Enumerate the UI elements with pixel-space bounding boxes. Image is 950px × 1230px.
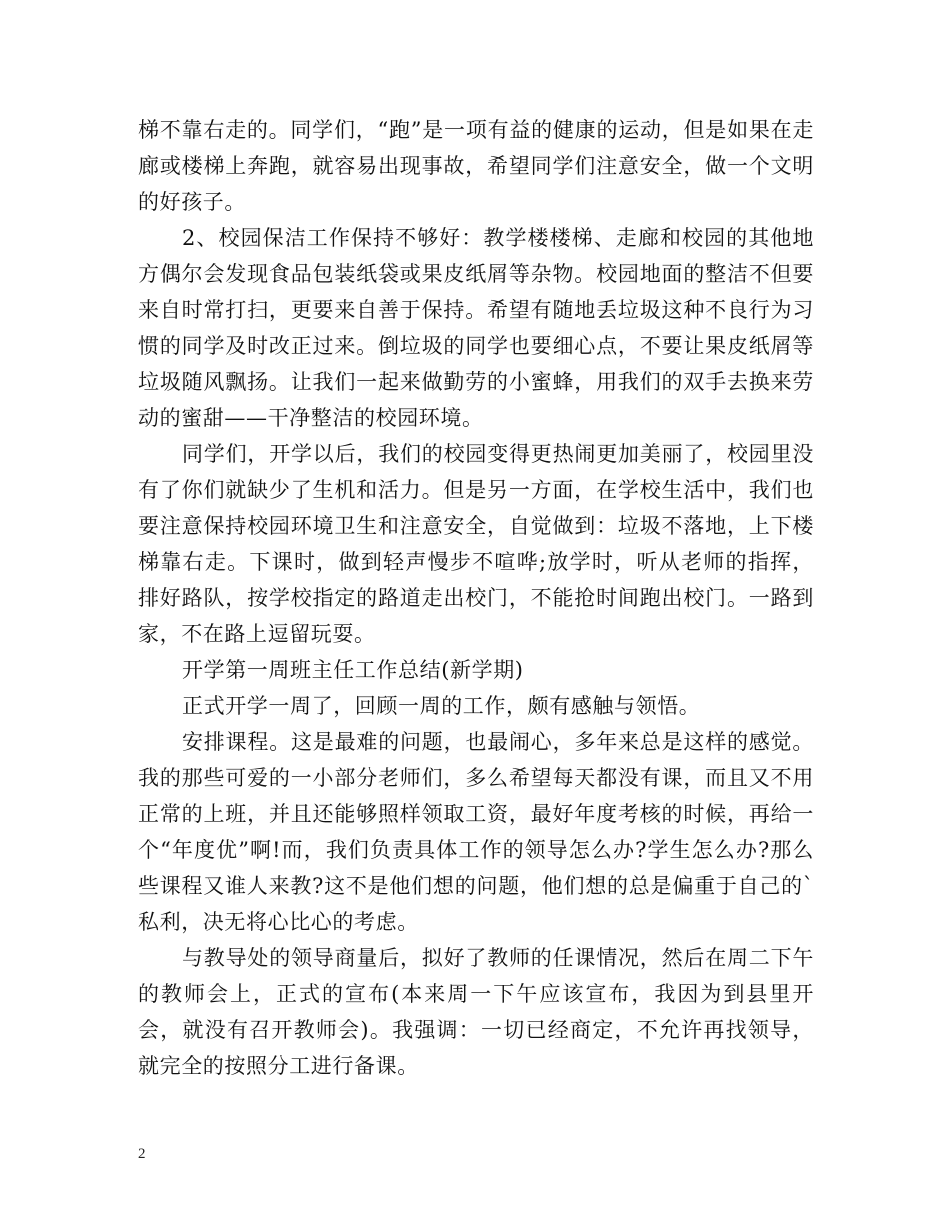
paragraph-6: 安排课程。这是最难的问题，也最闹心，多年来总是这样的感觉。我的那些可爱的一小部分老师们，多么希望每天都没有课，而且又不用正常的上班，并且还能够照样领取工资，最好年度考核的时候，再给一个“年度优”啊!而，我们负责具体工作的领导怎么办?学生怎么办?那么些课程又谁人来教?这不是他们想的问题，他们想的总是偏重于自己的`私利，决无将心比心的考虑。 [138,730,814,934]
section-heading: 开学第一周班主任工作总结(新学期) [182,658,524,682]
paragraph-3: 同学们，开学以后，我们的校园变得更热闹更加美丽了，校园里没有了你们就缺少了生机和活力。但是另一方面，在学校生活中，我们也要注意保持校园环境卫生和注意安全，自觉做到：垃圾不落地，上下楼梯靠右走。下课时，做到轻声慢步不喧哗;放学时，听从老师的指挥，排好路队，按学校指定的路道走出校门，不能抢时间跑出校门。一路到家，不在路上逗留玩耍。 [138,442,814,646]
paragraph-7: 与教导处的领导商量后，拟好了教师的任课情况，然后在周二下午的教师会上，正式的宣布(本来周一下午应该宣布，我因为到县里开会，就没有召开教师会)。我强调：一切已经商定，不允许再找领导，就完全的按照分工进行备课。 [138,946,814,1078]
paragraph-5: 正式开学一周了，回顾一周的工作，颇有感触与领悟。 [182,694,701,718]
paragraph-2: 2、校园保洁工作保持不够好：教学楼楼梯、走廊和校园的其他地方偶尔会发现食品包装纸袋或果皮纸屑等杂物。校园地面的整洁不但要来自时常打扫，更要来自善于保持。希望有随地丢垃圾这种不良行为习惯的同学及时改正过来。倒垃圾的同学也要细心点，不要让果皮纸屑等垃圾随风飘扬。让我们一起来做勤劳的小蜜蜂，用我们的双手去换来劳动的蜜甜——干净整洁的校园环境。 [138,226,814,430]
document-body [138,112,814,1084]
paragraph-1: 梯不靠右走的。同学们，“跑”是一项有益的健康的运动，但是如果在走廊或楼梯上奔跑，就容易出现事故，希望同学们注意安全，做一个文明的好孩子。 [138,118,814,214]
page-number: 2 [138,1146,146,1162]
